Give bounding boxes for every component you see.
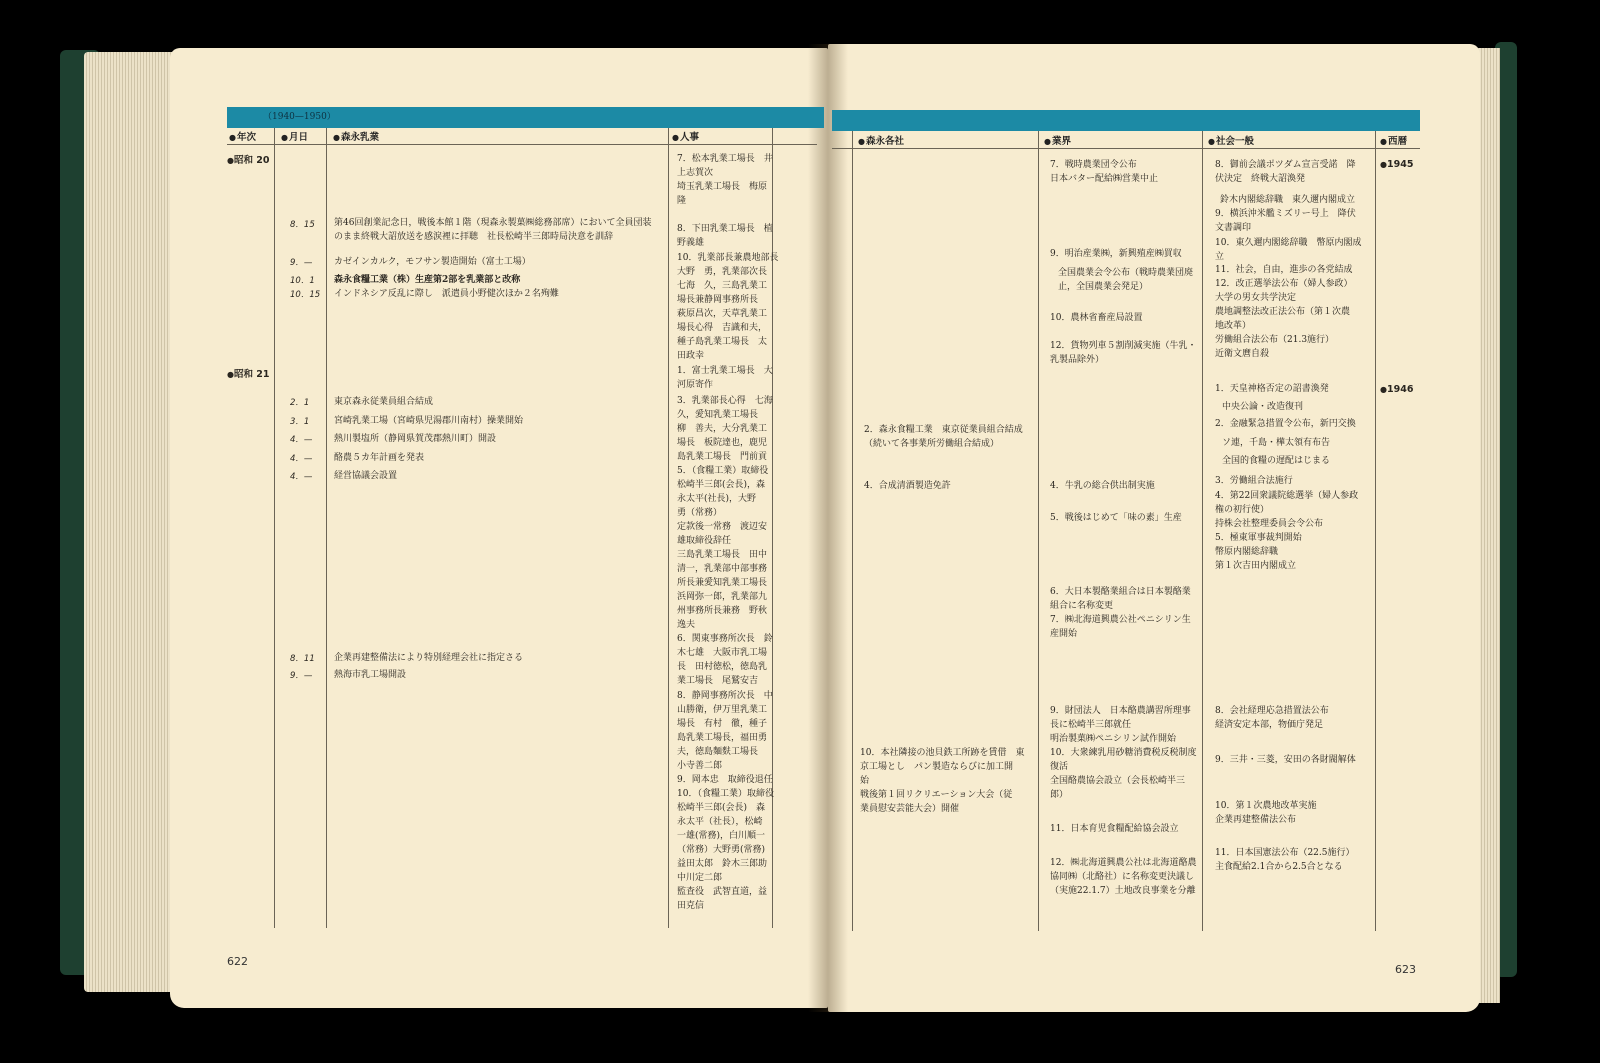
column-rule [1375, 131, 1376, 931]
header-western-year: ● 西暦 [1380, 133, 1407, 147]
event-entry: 熱海市乳工場開設 [334, 670, 407, 680]
personnel-entry: 10．（食糧工業）取締役 松崎半三郎(会長) 森 永太平（社長），松崎 一雄(常務)，白川順一 （常務）大野勇(常務) 益田太郎 鈴木三郎助 中川定二郎 監査役 武智直道，益 田克信 [677, 789, 774, 911]
personnel-entry: 10．乳業部長兼農地部長 大野 勇，乳業部次長 七海 久，三島乳業工 場長兼静岡事務所長 萩原昌次，天草乳業工 場長心得 吉識和夫， 種子島乳業工場長 太 田政幸 [677, 253, 779, 361]
personnel-entry: 1．富士乳業工場長 大 河原寄作 [677, 366, 773, 390]
affiliate-entry: 2．森永食糧工業 東京従業員組合結成 （続いて各事業所労働組合結成） [864, 425, 1023, 449]
header-rule [832, 148, 1420, 149]
society-entry: 2．金融緊急措置令公布，新円交換 [1215, 419, 1356, 429]
society-entry: 3．労働組合法施行 [1215, 476, 1293, 486]
header-date: ● 月日 [281, 129, 308, 143]
industry-entry: 4．牛乳の総合供出制実施 [1050, 481, 1155, 491]
event-entry: 酪農５カ年計画を発表 [334, 453, 425, 463]
book-gutter [808, 44, 848, 1012]
date-cell: 9．— [290, 671, 313, 681]
date-cell: 4．— [290, 472, 313, 482]
header-year: ● 年次 [229, 129, 256, 143]
column-rule [668, 128, 669, 928]
personnel-entry: 6．関東事務所次長 鈴 木七雄 大阪市乳工場 長 田村徳松，徳島乳 業工場長 尾鷲安吉 [677, 634, 773, 686]
industry-entry: 5．戦後はじめて「味の素」生産 [1050, 513, 1182, 523]
industry-entry: 7．㈱北海道興農公社ペニシリン生 産開始 [1050, 615, 1191, 639]
personnel-entry: 9．岡本忠 取締役退任 [677, 775, 773, 785]
header-affiliates: ● 森永各社 [858, 133, 904, 147]
event-entry: インドネシア反乱に際し 派遣員小野健次ほか２名殉難 [334, 289, 559, 299]
society-entry: 4．第22回衆議院総選挙（婦人参政 権の初行使） 持株会社整理委員会令公布 [1215, 491, 1359, 529]
personnel-entry: 8．静岡事務所次長 中 山勝衛，伊万里乳業工 場長 有村 徹，種子 島乳業工場長，福田勇 夫，徳島麵麩工場長 小寺善二郎 [677, 691, 773, 771]
header-personnel: ● 人事 [672, 129, 699, 143]
date-cell: 2．1 [290, 398, 310, 408]
page-edges-left [84, 52, 180, 992]
date-cell: 4．— [290, 435, 313, 445]
industry-entry: 10．農林省畜産局設置 [1050, 313, 1143, 323]
society-entry: 12．改正選挙法公布（婦人参政） 大学の男女共学決定 農地調整法改正法公布（第１次農 地改革） 労働組合法公布（21.3施行） 近衛文麿自殺 [1215, 279, 1353, 359]
range-label: （1940—1950） [263, 112, 336, 122]
industry-entry: 9．明治産業㈱，新興殖産㈱買収 [1050, 249, 1182, 259]
personnel-entry: 5．（食糧工業）取締役 松崎半三郎(会長)，森 永太平(社長)，大野 勇（常務） 定款後一常務 渡辺安 雄取締役辞任 三島乳業工場長 田中 清一，乳業部中部事務 所長兼愛知乳業工場長 浜岡弥一郎，乳業部九 州事務所長兼務 野秋 逸夫 [677, 466, 769, 630]
column-rule [1038, 131, 1039, 931]
industry-entry: 12．貨物列車５割削減実施（牛乳・ 乳製品除外） [1050, 341, 1197, 365]
society-entry: 8．御前会議ポツダム宣言受諾 降 伏決定 終戦大詔渙発 [1215, 160, 1356, 184]
society-entry: 5．極東軍事裁判開始 幣原内閣総辞職 第１次吉田内閣成立 [1215, 533, 1302, 571]
industry-entry: 6．大日本製酪業組合は日本製酪業 組合に名称変更 [1050, 587, 1191, 611]
column-rule [852, 131, 853, 931]
event-entry: 第46回創業記念日，戦後本館１階（現森永製菓㈱総務部席）において全員団装 のまま終戦大詔放送を感涙裡に拝聴 社長松崎半三郎時局決意を訓辞 [334, 218, 652, 242]
page-number-right: 623 [1395, 963, 1416, 976]
affiliate-entry: 4．合成清酒製造免許 [864, 481, 951, 491]
header-society: ● 社会一般 [1208, 133, 1254, 147]
date-cell: 8．11 [290, 654, 315, 664]
column-rule [326, 128, 327, 928]
society-entry: 8．会社経理応急措置法公布 経済安定本部，物価庁発足 [1215, 706, 1329, 730]
column-rule [1202, 131, 1203, 931]
personnel-entry: 3．乳業部長心得 七海 久，愛知乳業工場長 柳 善夫，大分乳業工 場長 板院達也，鹿児 島乳業工場長 門前貢 [677, 396, 773, 462]
header-morinaga-dairy: ● 森永乳業 [333, 129, 379, 143]
industry-entry: 7．戦時農業団令公布 日本バター配給㈱営業中止 [1050, 160, 1159, 184]
industry-entry: 12．㈱北海道興農公社は北海道酪農 協同㈱（北酪社）に名称変更決議し （実施22.1.7）土地改良事業を分離 [1050, 858, 1197, 896]
page-number-left: 622 [227, 955, 248, 968]
society-entry: 9．横浜沖米艦ミズリー号上 降伏 文書調印 [1215, 209, 1356, 233]
event-entry: カゼインカルク，モフサン製造開始（富士工場） [334, 257, 531, 267]
header-rule [227, 144, 817, 145]
western-year: ● 1945 [1380, 158, 1413, 172]
society-entry: 11．日本国憲法公布（22.5施行） 主食配給2.1合から2.5合となる [1215, 848, 1355, 872]
society-entry: 中央公論・改造復刊 [1222, 402, 1304, 412]
date-cell: 4．— [290, 454, 313, 464]
date-cell: 3．1 [290, 417, 310, 427]
affiliate-entry: 10．本社隣接の池貝鉄工所跡を賃借 東 京工場とし パン製造ならびに加工開 始 戦後第１回リクリエーション大会（従 業員慰安芸能大会）開催 [860, 748, 1025, 814]
western-year: ● 1946 [1380, 383, 1413, 397]
event-entry: 森永食糧工業（株）生産第2部を乳業部と改称 [334, 275, 521, 285]
society-entry: ソ連，千島・樺太領有布告 [1222, 438, 1331, 448]
society-entry: 10．第１次農地改革実施 企業再建整備法公布 [1215, 801, 1317, 825]
industry-entry: 11．日本育児食糧配給協会設立 [1050, 824, 1179, 834]
date-cell: 8．15 [290, 220, 315, 230]
society-entry: 10．東久邇内閣総辞職 幣原内閣成 立 [1215, 238, 1362, 262]
header-industry: ● 業界 [1044, 133, 1071, 147]
era-label: ● 昭和 21 [227, 368, 270, 382]
event-entry: 宮崎乳業工場（宮崎県児湯郡川南村）操業開始 [334, 416, 524, 426]
event-entry: 熱川製塩所（静岡県賀茂郡熱川町）開設 [334, 434, 497, 444]
society-entry: 11．社会，自由，進歩の各党結成 [1215, 265, 1353, 275]
event-entry: 経営協議会設置 [334, 471, 398, 481]
era-label: ● 昭和 20 [227, 154, 270, 168]
industry-entry: 10．大衆練乳用砂糖消費税反税制度 復活 全国酪農協会設立（会長松崎半三 郎） [1050, 748, 1197, 800]
date-cell: 9．— [290, 258, 313, 268]
industry-entry: 9．財団法人 日本酪農講習所理事 長に松崎半三郎就任 明治製菓㈱ペニシリン試作開始 [1050, 706, 1191, 744]
event-entry: 東京森永従業員組合結成 [334, 397, 434, 407]
society-entry: 9．三井・三菱，安田の各財閥解体 [1215, 755, 1356, 765]
column-rule [274, 128, 275, 928]
event-entry: 企業再建整備法により特別経理会社に指定さる [334, 653, 524, 663]
society-entry: 1．天皇神格否定の詔書渙発 [1215, 384, 1329, 394]
timeline-band-left [227, 107, 824, 128]
society-entry: 全国的食糧の遅配はじまる [1222, 456, 1331, 466]
industry-entry: 全国農業会令公布（戦時農業団廃 止，全国農業会発足） [1058, 268, 1194, 292]
personnel-entry: 7．松本乳業工場長 井 上志賀次 埼玉乳業工場長 梅原 隆 [677, 154, 773, 206]
personnel-entry: 8．下田乳業工場長 植 野義雄 [677, 224, 773, 248]
date-cell: 10．15 [290, 290, 321, 300]
timeline-band-right [832, 110, 1420, 131]
date-cell: 10．1 [290, 276, 315, 286]
society-entry: 鈴木内閣総辞職 東久邇内閣成立 [1220, 195, 1356, 205]
